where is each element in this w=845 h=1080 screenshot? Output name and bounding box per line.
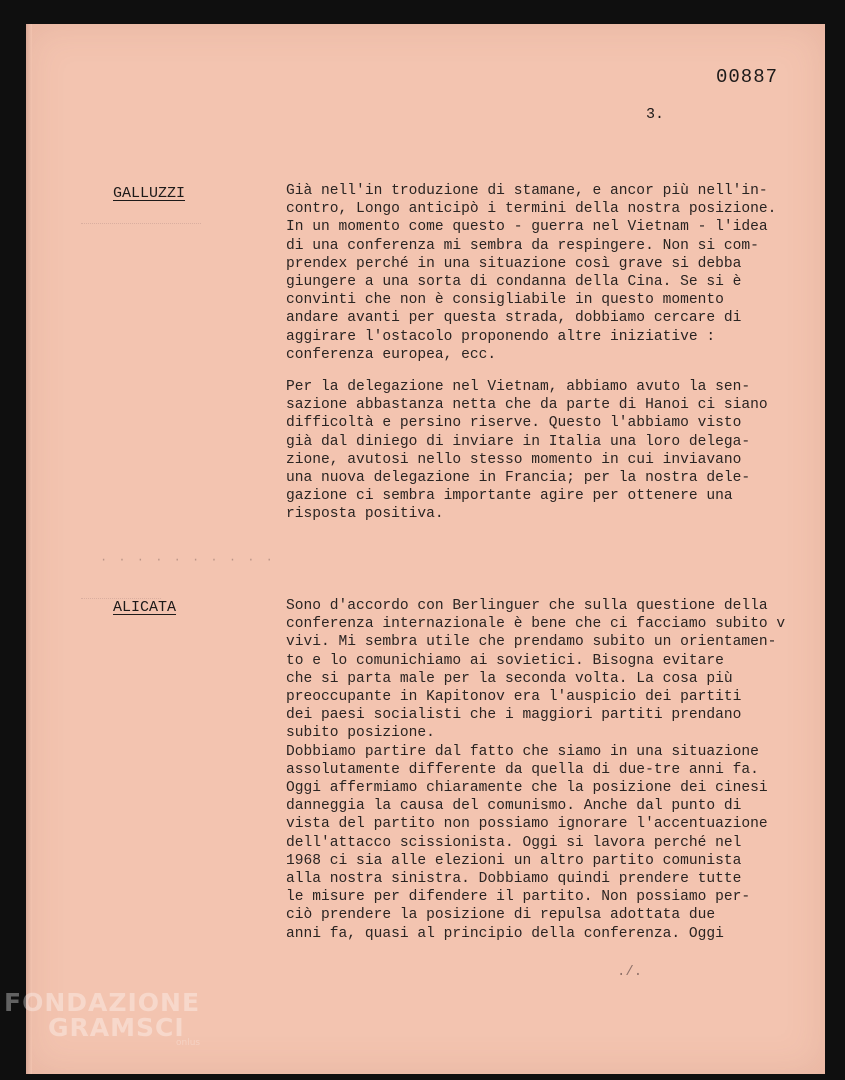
- alicata-paragraph-1: Sono d'accordo con Berlinguer che sulla questione della conferenza internazionale è bene che ci facciamo subito v vivi. Mi sembra utile che prendamo subito un orientamen- to e lo comunichiamo ai sovietici. Bisogna evitare che si parta male per la seconda volta. La cosa più preoccupante in Kapitonov era l'auspicio dei partiti dei paesi socialisti che i maggiori partiti prendano subito posizione. Dobbiamo partire dal fatto che siamo in una situazione assolutamente differente da quella di due-tre anni fa. Oggi affermiamo chiaramente che la posizione dei cinesi danneggia la causa del comunismo. Anche dal punto di vista del partito non possiamo ignorare l'accentuazione dell'attacco scissionista. Oggi si lavora perché nel 1968 ci sia alle elezioni un altro partito comunista alla nostra sinistra. Dobbiamo quindi prendere tutte le misure per difendere il partito. Non possiamo per- ciò prendere la posizione di repulsa adottata due anni fa, quasi al principio della conferenza. Oggi: [286, 598, 786, 942]
- watermark-sub: onlus: [176, 1038, 201, 1048]
- bleed-through-mark: [81, 584, 161, 599]
- bleed-through-mark: [81, 209, 201, 224]
- document-number: 00887: [716, 66, 779, 88]
- fondazione-gramsci-watermark: [4, 988, 200, 1048]
- page-number: 3.: [646, 106, 665, 123]
- galluzzi-paragraph-2: Per la delegazione nel Vietnam, abbiamo avuto la sen- sazione abbastanza netta che da parte di Hanoi ci siano difficoltà e persino riserve. Questo l'abbiamo visto già dal diniego di inviare in Italia una loro delega- zione, avutosi nello stesso momento in cui inviavano una nuova delegazione in Francia; per la nostra dele- gazione ci sembra importante agire per ottenere una risposta positiva.: [286, 379, 768, 523]
- page-edge-shadow: [26, 24, 32, 1074]
- galluzzi-paragraph-1: Già nell'in troduzione di stamane, e ancor più nell'in- contro, Longo anticipò i termini della nostra posizione. In un momento come questo - guerra nel Vietnam - l'idea di una conferenza mi sembra da respingere. Non si com- prendex perché in una situazione così grave si debba giungere a una sorta di condanna della Cina. Se si è convinti che non è consigliabile in questo momento andare avanti per questa strada, dobbiamo cercare di aggirare l'ostacolo proponendo altre iniziative : conferenza europea, ecc.: [286, 183, 777, 363]
- section-divider: · · · · · · · · · ·: [100, 553, 275, 567]
- speaker-name-galluzzi: GALLUZZI: [113, 185, 186, 202]
- continuation-mark: ./.: [617, 964, 643, 980]
- speaker-name-alicata: ALICATA: [113, 599, 177, 616]
- watermark-line-1: FONDAZIONE: [4, 988, 201, 1017]
- watermark-line-2: GRAMSCI: [48, 1013, 185, 1042]
